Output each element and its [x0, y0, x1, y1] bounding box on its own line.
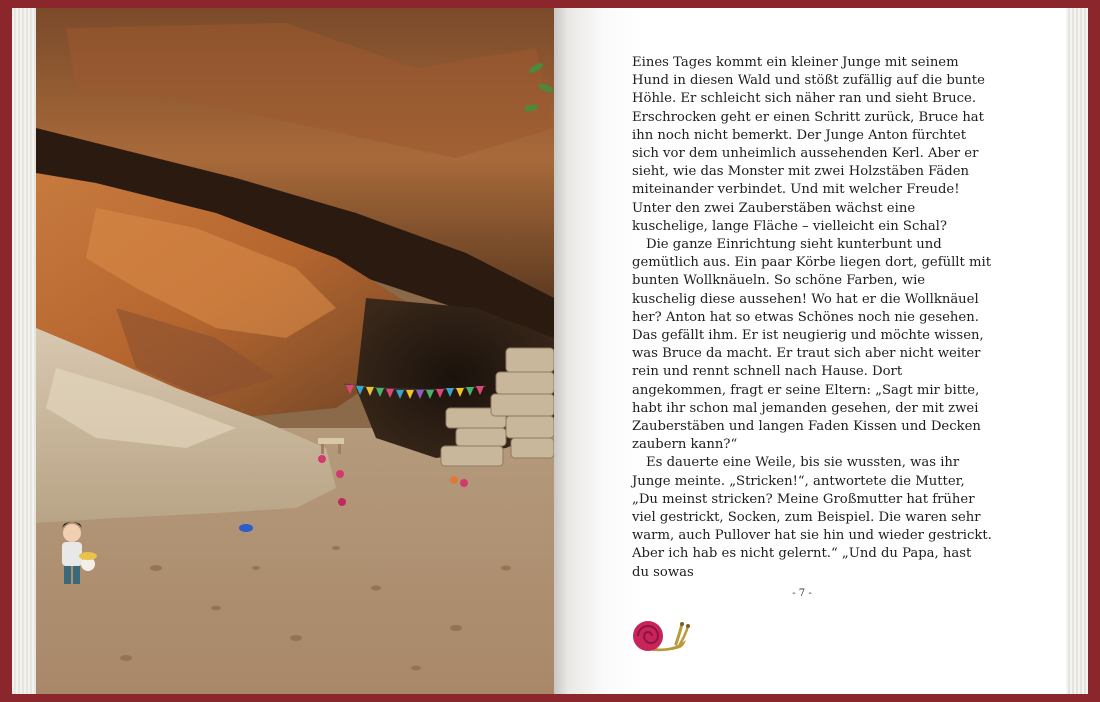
- snail-icon: [624, 614, 690, 654]
- story-text: [632, 54, 992, 582]
- paragraph-2: Die ganze Einrichtung sieht kunterbunt und gemütlich aus. Ein paar Körbe liegen dort, gefüllt mit bunten Wollknäueln. So schöne Farben, wie kuschelig diese aussehen! Wo hat er die Wollknäuel her? Anton hat so etwas Schönes noch nie gesehen. Das gefällt ihm. Er ist neugierig und möchte wissen, was Bruce da macht. Er traut sich aber nicht weiter rein und rennt schnell nach Hause. Dort angekommen, fragt er seine Eltern: „Sagt mir bitte, habt ihr schon mal jemanden gesehen, der mit zwei Zauberstäben und langen Faden Kissen und Decken zaubern kann?“: [632, 237, 992, 453]
- cave-illustration: [36, 8, 554, 694]
- right-page-edges: [1066, 8, 1088, 694]
- cave-photo: [36, 8, 554, 694]
- paragraph-1: Eines Tages kommt ein kleiner Junge mit seinem Hund in diesen Wald und stößt zufällig auf die bunte Höhle. Er schleicht sich näher ran und sieht Bruce. Erschrocken geht er einen Schritt zurück, Bruce hat ihn noch nicht bemerkt. Der Junge Anton fürchtet sich vor dem unheimlich aussehenden Kerl. Aber er sieht, wie das Monster mit zwei Holzstäben Fäden miteinander verbindet. Und mit welcher Freude! Unter den zwei Zauberstäben wächst eine kuschelige, lange Fläche – vielleicht ein Schal?: [632, 55, 985, 234]
- page-number: - 7 -: [792, 588, 812, 599]
- left-page-edges: [12, 8, 36, 694]
- text-page: [554, 8, 1066, 694]
- paragraph-3: Es dauerte eine Weile, bis sie wussten, was ihr Junge meinte. „Stricken!“, antwortete die Mutter, „Du meinst stricken? Meine Großmutter hat früher viel gestrickt, Socken, zum Beispiel. Die waren sehr warm, auch Pullover hat sie hin und wieder gestrickt. Aber ich hab es nicht gelernt.“ „Und du Papa, hast du sowas: [632, 455, 992, 580]
